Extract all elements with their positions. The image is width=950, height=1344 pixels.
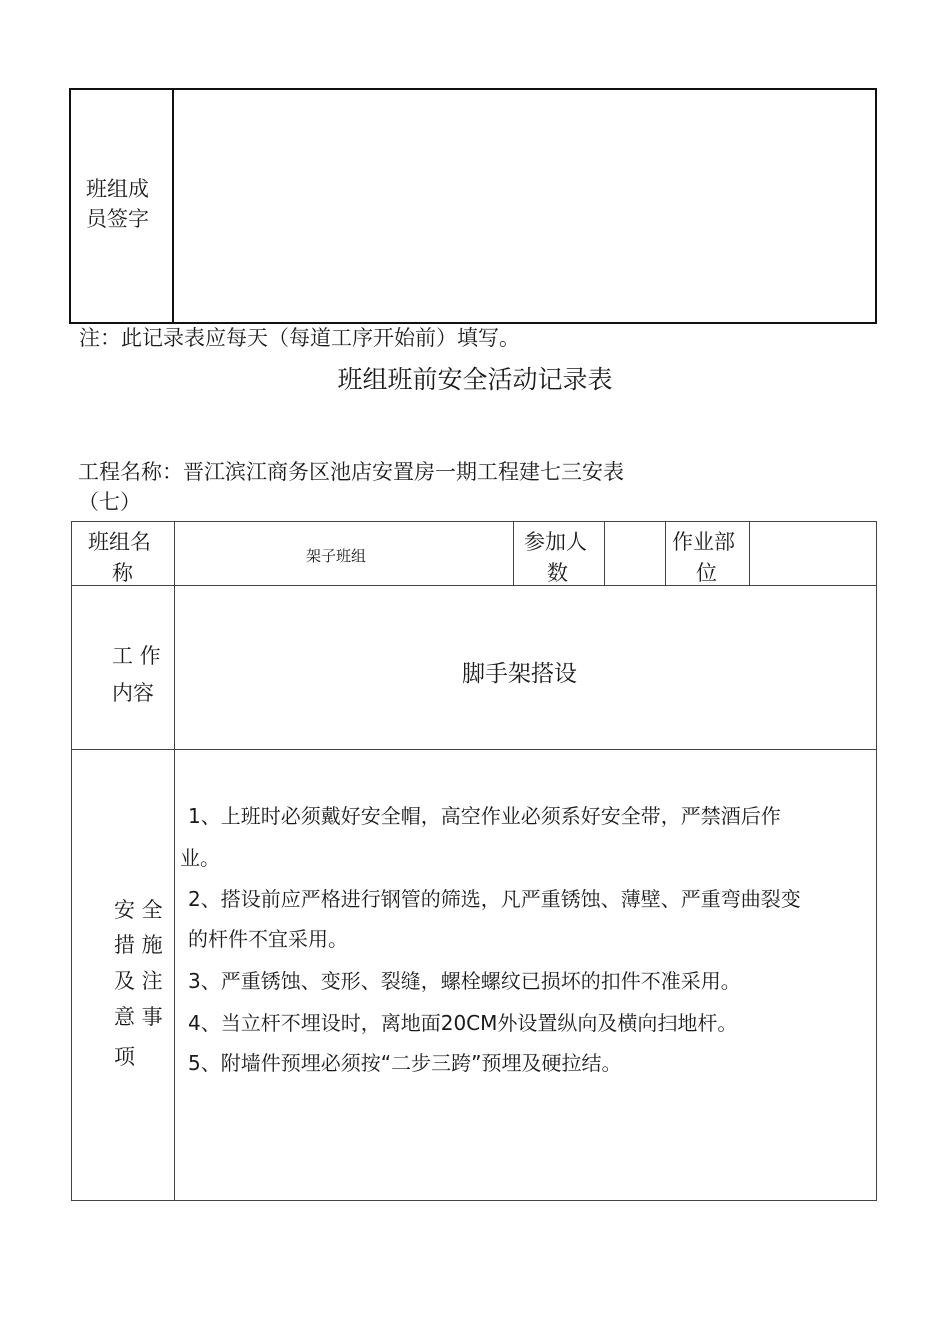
- work-area-value[interactable]: [750, 522, 876, 585]
- table-row-divider-2: [71, 749, 877, 750]
- participants-value[interactable]: [605, 522, 665, 585]
- table-label-column-divider: [174, 521, 175, 1201]
- safety-item-2-continuation: 的杆件不宜采用。: [188, 927, 348, 951]
- team-name-value[interactable]: 架子班组: [306, 547, 367, 565]
- table-row-divider-1: [71, 585, 877, 586]
- table-col-divider-1: [513, 521, 514, 585]
- table-border-left: [71, 521, 72, 1201]
- table-border-right: [876, 521, 877, 1201]
- participants-label-line1: 参加人: [524, 530, 587, 554]
- safety-item-3: 3、严重锈蚀、变形、裂缝，螺栓螺纹已损坏的扣件不准采用。: [188, 969, 741, 993]
- safety-item-1: 1、上班时必须戴好安全帽，高空作业必须系好安全带，严禁酒后作: [188, 804, 781, 828]
- page-title: 班组班前安全活动记录表: [337, 365, 613, 394]
- safety-item-5: 5、附墙件预埋必须按“二步三跨”预埋及硬拉结。: [188, 1051, 622, 1075]
- safety-label-line3: 及 注: [114, 969, 163, 993]
- team-name-label-line2: 称: [112, 561, 133, 585]
- table-border-bottom: [71, 1200, 877, 1201]
- project-name: [78, 456, 624, 486]
- work-content-label-line2: 内容: [112, 681, 154, 705]
- safety-item-1-continuation: 业。: [180, 846, 220, 870]
- work-area-label-line1: 作业部: [672, 530, 735, 554]
- safety-label-line5: 项: [114, 1045, 135, 1069]
- signature-label-line1: 班组成: [86, 177, 149, 201]
- participants-label-line2: 数: [547, 561, 568, 585]
- safety-item-4: 4、当立杆不埋设时，离地面20CM外设置纵向及横向扫地杆。: [188, 1011, 738, 1035]
- project-name-continuation: （七）: [78, 490, 141, 514]
- signature-label-line2: 员签字: [86, 207, 149, 231]
- table-col-divider-3: [665, 521, 666, 585]
- project-name-value: 晋江滨江商务区池店安置房一期工程建七三安表: [183, 460, 624, 484]
- team-name-label-line1: 班组名: [88, 530, 151, 554]
- work-area-label-line2: 位: [696, 561, 717, 585]
- signature-area[interactable]: [174, 90, 874, 322]
- work-content-value[interactable]: 脚手架搭设: [462, 661, 577, 687]
- safety-item-2: 2、搭设前应严格进行钢管的筛选，凡严重锈蚀、薄壁、严重弯曲裂变: [188, 887, 801, 911]
- work-content-label-line1: 工 作: [112, 644, 161, 668]
- safety-label-line4: 意 事: [114, 1005, 163, 1029]
- safety-label-line2: 措 施: [114, 933, 163, 957]
- form-note: 注：此记录表应每天（每道工序开始前）填写。: [79, 326, 520, 350]
- project-name-label: 工程名称：: [78, 460, 183, 484]
- safety-label-line1: 安 全: [114, 898, 163, 922]
